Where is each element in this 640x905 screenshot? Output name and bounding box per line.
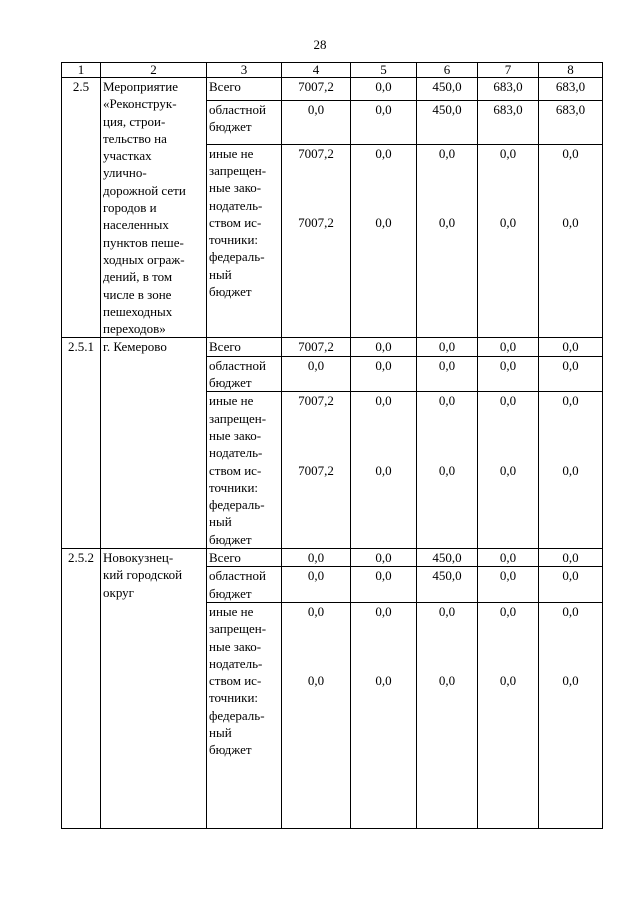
label-line: нодатель- bbox=[209, 197, 263, 213]
description-line: кий городской bbox=[103, 567, 183, 583]
value-cell: 0,0 0,0 bbox=[539, 602, 603, 828]
column-header: 7 bbox=[478, 63, 539, 78]
budget-table bbox=[61, 62, 603, 829]
description-line: дорожной сети bbox=[103, 182, 186, 198]
description-line: Мероприятие bbox=[103, 79, 178, 94]
description-line: ходных ограж- bbox=[103, 251, 185, 267]
funding-source-label: Всего bbox=[207, 549, 282, 567]
value-cell: 0,0 bbox=[282, 567, 351, 603]
label-line: областной bbox=[209, 568, 266, 584]
value-cell: 0,0 bbox=[351, 567, 417, 603]
value-cell: 683,0 bbox=[539, 100, 603, 144]
label-line: запрещен- bbox=[209, 162, 267, 178]
label-line: ный bbox=[209, 724, 232, 740]
page-number: 28 bbox=[313, 37, 327, 52]
funding-source-label bbox=[207, 567, 282, 603]
label-line: федераль- bbox=[209, 497, 265, 513]
value-cell: 0,0 bbox=[539, 356, 603, 392]
value-cell: 0,0 0,0 bbox=[478, 602, 539, 828]
label-line: федераль- bbox=[209, 249, 265, 265]
value-cell: 683,0 bbox=[478, 100, 539, 144]
description-line: тельство на bbox=[103, 130, 167, 146]
value-cell: 0,0 bbox=[282, 356, 351, 392]
column-header: 4 bbox=[282, 63, 351, 78]
value-cell: 0,0 bbox=[351, 100, 417, 144]
description-line: пунктов пеше- bbox=[103, 234, 184, 250]
row-code: 2.5 bbox=[62, 78, 101, 338]
value-cell: 0,0 bbox=[282, 100, 351, 144]
label-line: ством ис- bbox=[209, 462, 262, 478]
row-description bbox=[101, 549, 207, 829]
label-line: ные зако- bbox=[209, 180, 262, 196]
value-cell: 0,0 bbox=[351, 338, 417, 356]
funding-source-label bbox=[207, 602, 282, 828]
label-line: ные зако- bbox=[209, 427, 262, 443]
value-cell: 450,0 bbox=[417, 78, 478, 101]
label-line: бюджет bbox=[209, 531, 252, 547]
description-line: Новокузнец- bbox=[103, 550, 174, 566]
funding-source-label bbox=[207, 356, 282, 392]
label-line: иные не bbox=[209, 393, 254, 409]
value-cell: 0,0 0,0 bbox=[539, 144, 603, 338]
column-header: 8 bbox=[539, 63, 603, 78]
row-description bbox=[101, 338, 207, 549]
value-cell: 0,0 bbox=[539, 567, 603, 603]
value-cell: 0,0 0,0 bbox=[417, 144, 478, 338]
label-line: бюджет bbox=[209, 118, 252, 134]
value-cell: 450,0 bbox=[417, 549, 478, 567]
label-line: областной bbox=[209, 357, 266, 373]
label-line: точники: bbox=[209, 232, 259, 248]
value-cell: 0,0 bbox=[417, 356, 478, 392]
label-line: бюджет bbox=[209, 585, 252, 601]
value-cell: 0,0 bbox=[351, 78, 417, 101]
label-line: ством ис- bbox=[209, 673, 262, 689]
value-cell: 0,0 0,0 bbox=[478, 144, 539, 338]
description-line: городов и bbox=[103, 200, 157, 216]
value-cell: 0,0 bbox=[539, 549, 603, 567]
header-row bbox=[62, 63, 603, 78]
value-cell: 0,0 bbox=[478, 356, 539, 392]
label-line: иные не bbox=[209, 145, 254, 161]
label-line: ством ис- bbox=[209, 214, 262, 230]
description-line: г. Кемерово bbox=[103, 339, 167, 355]
column-header: 6 bbox=[417, 63, 478, 78]
label-line: точники: bbox=[209, 690, 259, 706]
row-code: 2.5.2 bbox=[62, 549, 101, 829]
label-line: областной bbox=[209, 101, 266, 117]
value-cell: 0,0 0,0 bbox=[351, 602, 417, 828]
description-line: дений, в том bbox=[103, 269, 173, 285]
value-cell: 683,0 bbox=[478, 78, 539, 101]
column-header: 5 bbox=[351, 63, 417, 78]
value-cell: 0,0 0,0 bbox=[478, 392, 539, 549]
label-line: ный bbox=[209, 266, 232, 282]
value-cell: 0,0 0,0 bbox=[417, 392, 478, 549]
row-description bbox=[101, 78, 207, 338]
value-cell: 0,0 bbox=[539, 338, 603, 356]
value-cell: 7007,2 7007,2 bbox=[282, 144, 351, 338]
description-line: населенных bbox=[103, 217, 169, 233]
label-line: запрещен- bbox=[209, 410, 267, 426]
description-line: улично- bbox=[103, 165, 147, 181]
funding-source-label bbox=[207, 100, 282, 144]
value-cell: 0,0 bbox=[478, 338, 539, 356]
value-cell: 0,0 0,0 bbox=[282, 602, 351, 828]
funding-source-label bbox=[207, 144, 282, 338]
label-line: нодатель- bbox=[209, 655, 263, 671]
description-line: пешеходных bbox=[103, 303, 173, 319]
value-cell: 0,0 bbox=[351, 356, 417, 392]
table-row bbox=[62, 78, 603, 101]
value-cell: 0,0 0,0 bbox=[417, 602, 478, 828]
label-line: федераль- bbox=[209, 707, 265, 723]
value-cell: 0,0 bbox=[351, 549, 417, 567]
value-cell: 0,0 bbox=[478, 567, 539, 603]
column-header: 1 bbox=[62, 63, 101, 78]
description-line: округ bbox=[103, 584, 134, 600]
value-cell: 450,0 bbox=[417, 567, 478, 603]
value-cell: 7007,2 bbox=[282, 338, 351, 356]
value-cell: 7007,2 bbox=[282, 78, 351, 101]
label-line: бюджет bbox=[209, 284, 252, 300]
column-header: 2 bbox=[101, 63, 207, 78]
funding-source-label: Всего bbox=[207, 78, 282, 101]
description-line: числе в зоне bbox=[103, 286, 172, 302]
value-cell: 7007,2 7007,2 bbox=[282, 392, 351, 549]
label-line: бюджет bbox=[209, 375, 252, 391]
label-line: точники: bbox=[209, 479, 259, 495]
value-cell: 450,0 bbox=[417, 100, 478, 144]
value-cell: 0,0 bbox=[282, 549, 351, 567]
value-cell: 0,0 0,0 bbox=[539, 392, 603, 549]
description-line: «Реконструк- bbox=[103, 96, 177, 112]
table-row bbox=[62, 338, 603, 356]
label-line: ный bbox=[209, 514, 232, 530]
value-cell: 0,0 0,0 bbox=[351, 144, 417, 338]
table-row bbox=[62, 549, 603, 567]
label-line: бюджет bbox=[209, 742, 252, 758]
label-line: нодатель- bbox=[209, 445, 263, 461]
description-line: участках bbox=[103, 148, 152, 164]
description-line: ция, строи- bbox=[103, 113, 166, 129]
value-cell: 0,0 bbox=[478, 549, 539, 567]
row-code: 2.5.1 bbox=[62, 338, 101, 549]
value-cell: 0,0 bbox=[417, 338, 478, 356]
funding-source-label: Всего bbox=[207, 338, 282, 356]
value-cell: 683,0 bbox=[539, 78, 603, 101]
label-line: иные не bbox=[209, 603, 254, 619]
label-line: ные зако- bbox=[209, 638, 262, 654]
value-cell: 0,0 0,0 bbox=[351, 392, 417, 549]
description-line: переходов» bbox=[103, 321, 166, 337]
column-header: 3 bbox=[207, 63, 282, 78]
funding-source-label bbox=[207, 392, 282, 549]
label-line: запрещен- bbox=[209, 621, 267, 637]
